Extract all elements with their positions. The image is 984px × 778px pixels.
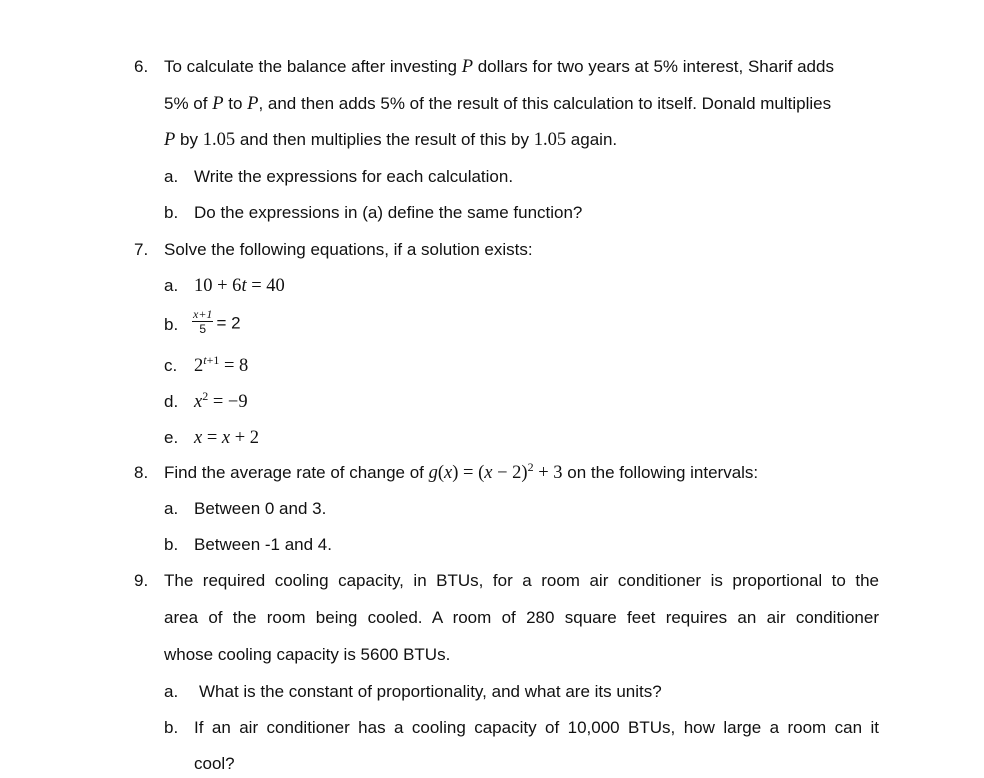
problem-8b-text: Between -1 and 4. xyxy=(194,535,332,554)
problem-7-line-1: Solve the following equations, if a solution exists: xyxy=(164,240,533,259)
problem-9-line-2: area of the room being cooled. A room of 280 square feet requires an air conditioner xyxy=(164,608,879,627)
problem-6a-label: a. xyxy=(164,167,179,186)
problem-9b-text: If an air conditioner has a cooling capacity of 10,000 BTUs, how large a room can it xyxy=(194,718,879,737)
problem-6-line-2: 5% of P to P, and then adds 5% of the result of this calculation to itself. Donald multiplies xyxy=(164,94,832,114)
problem-8b-label: b. xyxy=(164,535,179,554)
problem-7c-label: c. xyxy=(164,356,178,375)
fraction-rhs: = 2 xyxy=(216,313,241,333)
problem-6-number: 6. xyxy=(134,57,149,76)
problem-7a-equation: 10 + 6t = 40 xyxy=(194,276,285,296)
problem-6-line-3: P by 1.05 and then multiplies the result of this by 1.05 again. xyxy=(164,130,618,150)
problem-7b-equation xyxy=(190,307,241,338)
fraction xyxy=(192,308,213,336)
problem-6b-label: b. xyxy=(164,203,179,222)
problem-9a-label: a. xyxy=(164,682,179,701)
problem-9b-label: b. xyxy=(164,718,179,737)
problem-7a-label: a. xyxy=(164,276,179,295)
problem-8-number: 8. xyxy=(134,463,149,482)
fraction-numerator: x+1 xyxy=(193,307,213,321)
problem-6-line-1: To calculate the balance after investing P dollars for two years at 5% interest, Sharif adds xyxy=(164,57,834,77)
problem-7e-label: e. xyxy=(164,428,179,447)
problem-9-line-3: whose cooling capacity is 5600 BTUs. xyxy=(164,645,451,664)
problem-9-number: 9. xyxy=(134,571,149,590)
problem-9b-continuation: cool? xyxy=(194,754,235,773)
problem-6a-text: Write the expressions for each calculation. xyxy=(194,167,514,186)
fraction-denominator: 5 xyxy=(199,322,207,336)
problem-8a-label: a. xyxy=(164,499,179,518)
problem-7d-label: d. xyxy=(164,392,179,411)
problem-7-number: 7. xyxy=(134,240,149,259)
problem-7b-label: b. xyxy=(164,315,179,334)
problem-9a-text: What is the constant of proportionality, and what are its units? xyxy=(199,682,662,701)
problem-8a-text: Between 0 and 3. xyxy=(194,499,327,518)
problem-7c-equation: $2^{t+1} = 8$ xyxy=(194,352,249,376)
problem-9-line-1: The required cooling capacity, in BTUs, for a room air conditioner is proportional to the xyxy=(164,571,879,590)
problem-8-line-1: Find the average rate of change of $g(x) = (x - 2)^2 + 3$ on the following intervals: xyxy=(164,459,759,483)
problem-7e-equation: x = x + 2 xyxy=(194,428,260,448)
problem-7d-equation: $x^2 = -9$ xyxy=(194,388,248,412)
problem-6b-text: Do the expressions in (a) define the same function? xyxy=(194,203,583,222)
